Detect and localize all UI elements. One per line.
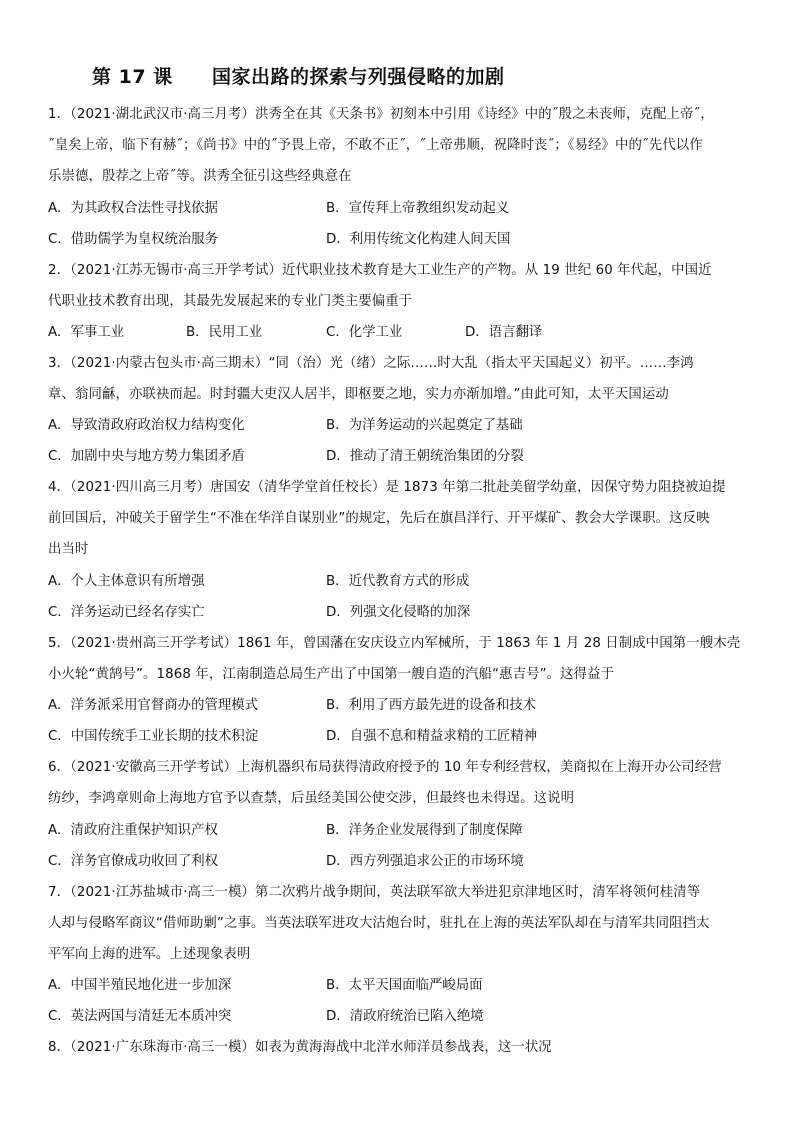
question-5-stem-line-1: 5．（2021·贵州高三开学考试）1861 年，曾国藩在安庆设立内军械所，于 1863 年 1 月 28 日制成中国第一艘木壳 [48, 636, 741, 651]
question-6-option-a[interactable]: A．清政府注重保护知识产权 [48, 823, 218, 838]
question-7-option-b[interactable]: B．太平天国面临严峻局面 [326, 978, 483, 993]
question-1-option-b[interactable]: B．宣传拜上帝教组织发动起义 [326, 201, 510, 216]
question-6-option-b[interactable]: B．洋务企业发展得到了制度保障 [326, 823, 523, 838]
question-1-stem-line-3: 乐崇德，殷荐之上帝˝等。洪秀全征引这些经典意在 [48, 169, 352, 184]
question-4-option-c[interactable]: C．洋务运动已经名存实亡 [48, 605, 205, 620]
question-8-stem-line-1: 8．（2021·广东珠海市·高三一模）如表为黄海海战中北洋水师洋员参战表，这一状况 [48, 1040, 552, 1055]
question-3-option-b[interactable]: B．为洋务运动的兴起奠定了基础 [326, 418, 523, 433]
question-5-stem-line-2: 小火轮“黄鹄号”。1868 年，江南制造总局生产出了中国第一艘自造的汽船“惠吉号”。这得益于 [48, 667, 615, 682]
question-7-stem-line-3: 平军向上海的进军。上述现象表明 [48, 947, 251, 962]
question-7-option-a[interactable]: A．中国半殖民地化进一步加深 [48, 978, 232, 993]
lesson-number: 第 17 课 [92, 66, 173, 88]
question-3-stem-line-2: 章、翁同龢，亦联袂而起。时封疆大吏汉人居半，即枢要之地，实力亦渐加增。”由此可知，太平天国运动 [48, 387, 669, 402]
question-1-option-d[interactable]: D．利用传统文化构建人间天国 [326, 232, 511, 247]
question-2-stem-line-1: 2．（2021·江苏无锡市·高三开学考试）近代职业技术教育是大工业生产的产物。从 19 世纪 60 年代起，中国近 [48, 263, 712, 278]
question-2-option-d[interactable]: D．语言翻译 [465, 325, 543, 340]
question-4-stem-line-3: 出当时 [48, 542, 89, 557]
question-6-option-c[interactable]: C．洋务官僚成功收回了利权 [48, 854, 219, 869]
question-3-option-a[interactable]: A．导致清政府政治权力结构变化 [48, 418, 245, 433]
question-6-stem-line-2: 纺纱，李鸿章则命上海地方官予以查禁，后虽经美国公使交涉，但最终也未得逞。这说明 [48, 791, 575, 806]
question-4-option-d[interactable]: D．列强文化侵略的加深 [326, 605, 471, 620]
question-4-stem-line-2: 前回国后，冲破关于留学生“不准在华洋自谋别业”的规定，先后在旗昌洋行、开平煤矿、教会大学课职。这反映 [48, 511, 710, 526]
question-3-option-c[interactable]: C．加剧中央与地方势力集团矛盾 [48, 449, 245, 464]
question-4-option-a[interactable]: A．个人主体意识有所增强 [48, 574, 205, 589]
question-2-option-c[interactable]: C．化学工业 [326, 325, 403, 340]
question-7-stem-line-2: 人却与侵略军商议“借师助剿”之事。当英法联军进攻大沽炮台时，驻扎在上海的英法军队却在与清军共同阻挡太 [48, 916, 710, 931]
question-2-option-a[interactable]: A．军事工业 [48, 325, 125, 340]
question-2-option-b[interactable]: B．民用工业 [186, 325, 263, 340]
question-6-stem-line-1: 6．（2021·安徽高三开学考试）上海机器织布局获得清政府授予的 10 年专利经营权，美商拟在上海开办公司经营 [48, 760, 722, 775]
question-3-stem-line-1: 3．（2021·内蒙古包头市·高三期末）“同（治）光（绪）之际……时大乱（指太平天国起义）初平。……李鸿 [48, 356, 694, 371]
question-1-option-a[interactable]: A．为其政权合法性寻找依据 [48, 201, 218, 216]
question-4-option-b[interactable]: B．近代教育方式的形成 [326, 574, 470, 589]
lesson-name: 国家出路的探索与列强侵略的加剧 [212, 66, 505, 88]
question-5-option-c[interactable]: C．中国传统手工业长期的技术积淀 [48, 729, 259, 744]
question-1-option-c[interactable]: C．借助儒学为皇权统治服务 [48, 232, 219, 247]
question-1-stem-line-2: ˝皇矣上帝，临下有赫˝；《尚书》中的˝予畏上帝，不敢不正˝，˝上帝弗顺，祝降时丧˝；《易经》中的˝先代以作 [48, 138, 703, 153]
question-1-stem-line-1: 1．（2021·湖北武汉市·高三月考）洪秀全在其《天条书》初刻本中引用《诗经》中的˝殷之未丧师，克配上帝˝， [48, 107, 714, 122]
question-3-option-d[interactable]: D．推动了清王朝统治集团的分裂 [326, 449, 524, 464]
question-2-stem-line-2: 代职业技术教育出现，其最先发展起来的专业门类主要偏重于 [48, 294, 413, 309]
question-7-stem-line-1: 7．（2021·江苏盐城市·高三一模）第二次鸦片战争期间，英法联军欲大举进犯京津地区时，清军将领何桂清等 [48, 885, 701, 900]
question-7-option-d[interactable]: D．清政府统治已陷入绝境 [326, 1009, 484, 1024]
question-6-option-d[interactable]: D．西方列强追求公正的市场环境 [326, 854, 524, 869]
question-5-option-b[interactable]: B．利用了西方最先进的设备和技术 [326, 698, 537, 713]
question-5-option-a[interactable]: A．洋务派采用官督商办的管理模式 [48, 698, 259, 713]
question-5-option-d[interactable]: D．自强不息和精益求精的工匠精神 [326, 729, 538, 744]
question-7-option-c[interactable]: C．英法两国与清廷无本质冲突 [48, 1009, 232, 1024]
question-4-stem-line-1: 4．（2021·四川高三月考）唐国安（清华学堂首任校长）是 1873 年第二批赴美留学幼童，因保守势力阻挠被迫提 [48, 480, 726, 495]
